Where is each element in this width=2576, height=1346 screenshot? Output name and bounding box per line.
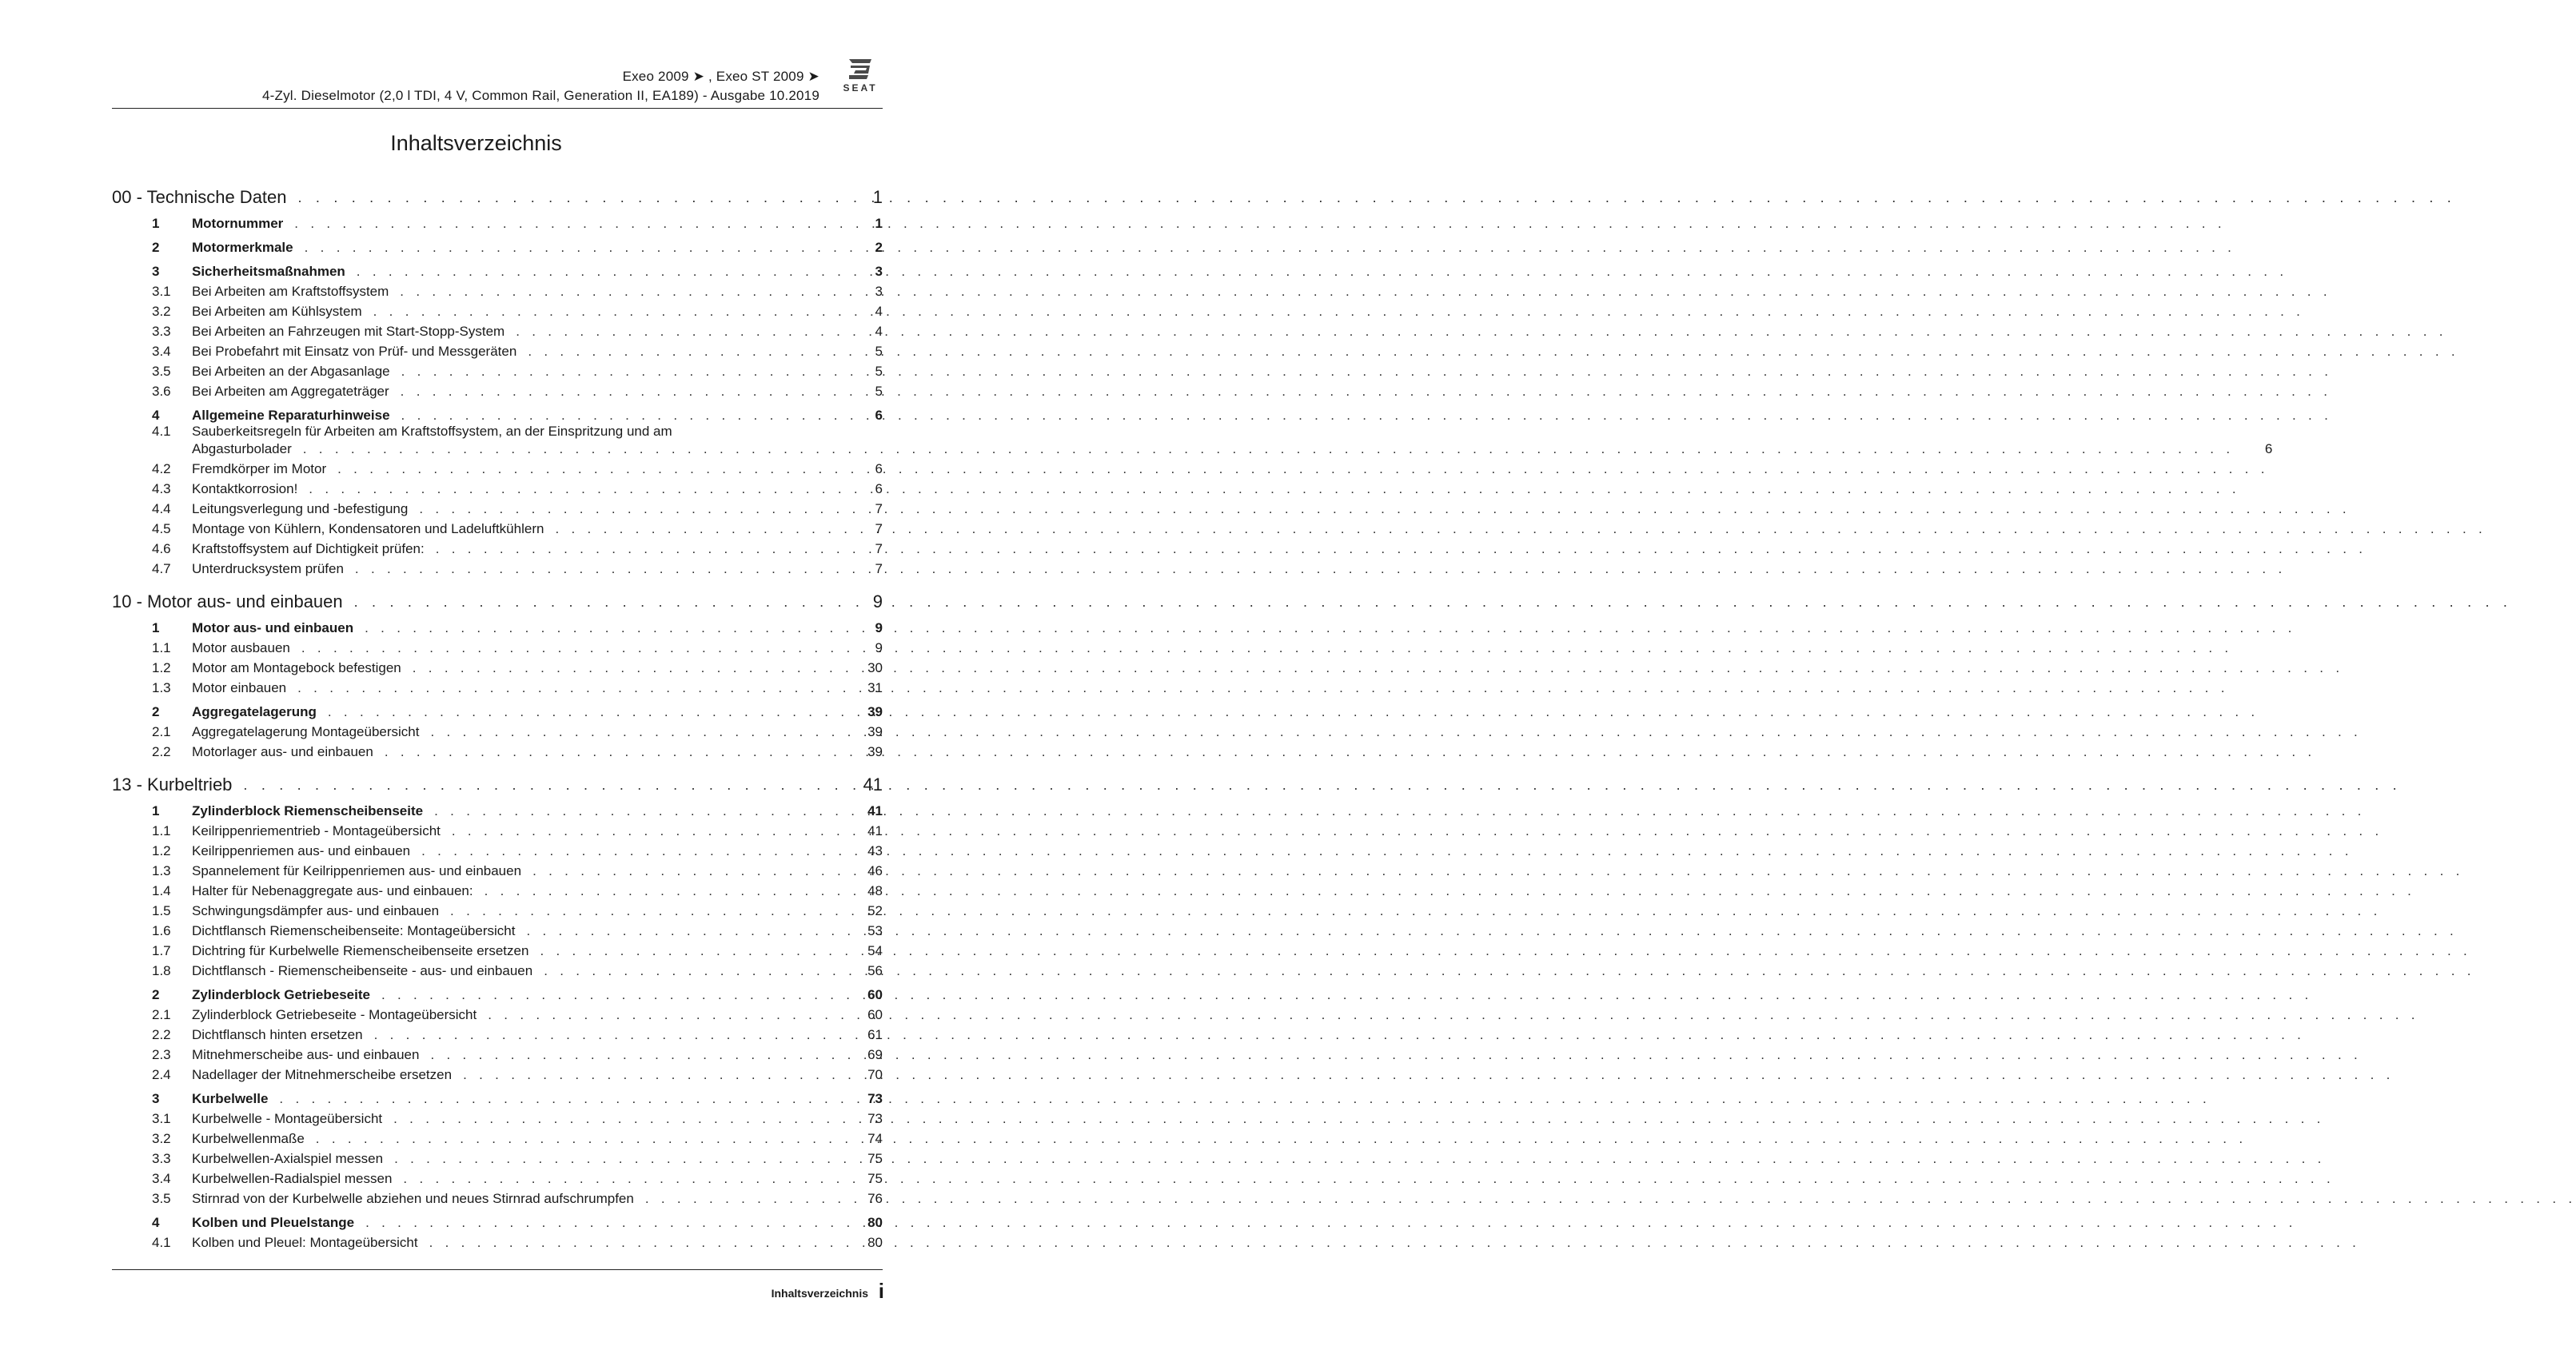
toc-title: Aggregatelagerung Montageübersicht bbox=[192, 724, 420, 739]
toc-chapter-title: 10 - Motor aus- und einbauen bbox=[112, 591, 343, 611]
toc-number: 1.7 bbox=[152, 943, 171, 958]
toc-page-number: 60 bbox=[867, 987, 883, 1002]
toc-number: 4 bbox=[152, 1215, 160, 1230]
header-models: Exeo 2009 ➤ , Exeo ST 2009 ➤ bbox=[622, 69, 819, 84]
toc-page-number: 7 bbox=[875, 501, 883, 516]
toc-subsection[interactable] bbox=[112, 1063, 883, 1083]
toc-section[interactable] bbox=[112, 1212, 883, 1231]
toc-subsection[interactable] bbox=[112, 557, 883, 577]
toc-page-number: 41 bbox=[863, 775, 883, 794]
toc-section[interactable] bbox=[112, 984, 883, 1003]
toc-subsection[interactable] bbox=[112, 1127, 883, 1147]
toc-leader-dots bbox=[450, 903, 844, 919]
toc-page-number: 61 bbox=[867, 1027, 883, 1042]
toc-number: 3.5 bbox=[152, 1191, 171, 1206]
toc-title: Bei Probefahrt mit Einsatz von Prüf- und Messgeräten bbox=[192, 344, 517, 359]
toc-page-number: 30 bbox=[867, 660, 883, 675]
toc-leader-dots bbox=[401, 408, 844, 424]
toc-number: 2 bbox=[152, 240, 160, 255]
toc-page-number: 73 bbox=[867, 1091, 883, 1106]
toc-page-number: 9 bbox=[875, 640, 883, 655]
toc-number: 2 bbox=[152, 704, 160, 719]
toc-page-number: 6 bbox=[875, 408, 883, 423]
toc-title: Bei Arbeiten am Kühlsystem bbox=[192, 304, 362, 319]
toc-chapter[interactable] bbox=[112, 588, 883, 612]
header-rule bbox=[112, 108, 883, 109]
toc-page-number: 39 bbox=[867, 704, 883, 719]
toc-page-number: 69 bbox=[867, 1047, 883, 1062]
toc-leader-dots bbox=[421, 843, 844, 859]
toc-page-number: 70 bbox=[867, 1067, 883, 1082]
toc-number: 1 bbox=[152, 216, 160, 231]
toc-subsection[interactable] bbox=[112, 676, 883, 696]
toc-page-number: 41 bbox=[867, 823, 883, 838]
toc-page-number: 5 bbox=[875, 364, 883, 379]
toc-subsection[interactable] bbox=[112, 497, 883, 517]
toc-number: 1.3 bbox=[152, 680, 171, 695]
toc-title: Dichtflansch hinten ersetzen bbox=[192, 1027, 363, 1042]
toc-leader-dots bbox=[419, 501, 844, 517]
toc-title: Schwingungsdämpfer aus- und einbauen bbox=[192, 903, 440, 918]
toc-page-number: 2 bbox=[875, 240, 883, 255]
toc-page-number: 39 bbox=[867, 724, 883, 739]
toc-section[interactable] bbox=[112, 617, 883, 636]
toc-page-number: 31 bbox=[867, 680, 883, 695]
toc-number: 4.1 bbox=[152, 424, 171, 439]
toc-title: Motornummer bbox=[192, 216, 284, 231]
toc-number: 4.1 bbox=[152, 1235, 171, 1250]
toc-leader-dots bbox=[555, 521, 844, 537]
toc-subsection[interactable] bbox=[112, 1187, 883, 1207]
toc-leader-dots bbox=[430, 724, 844, 740]
toc-page-number: 73 bbox=[867, 1111, 883, 1126]
toc-subsection[interactable] bbox=[112, 939, 883, 959]
toc-leader-dots bbox=[544, 963, 844, 979]
toc-page-number: 6 bbox=[875, 481, 883, 496]
toc-title: Montage von Kühlern, Kondensatoren und Ladeluftkühlern bbox=[192, 521, 544, 536]
toc-title: Kurbelwellenmaße bbox=[192, 1131, 305, 1146]
toc-page-number: 7 bbox=[875, 561, 883, 576]
toc-leader-dots bbox=[516, 324, 844, 340]
toc-title: Kurbelwellen-Radialspiel messen bbox=[192, 1171, 393, 1186]
toc-number: 4 bbox=[152, 408, 160, 423]
toc-number: 4.3 bbox=[152, 481, 171, 496]
toc-number: 1.1 bbox=[152, 823, 171, 838]
toc-page-number: 75 bbox=[867, 1171, 883, 1186]
toc-page-number: 52 bbox=[867, 903, 883, 918]
toc-chapter-title: 00 - Technische Daten bbox=[112, 187, 287, 207]
toc-page-number: 4 bbox=[875, 324, 883, 339]
toc-leader-dots bbox=[484, 883, 844, 899]
toc-subsection[interactable] bbox=[112, 1003, 883, 1023]
toc-page-number: 3 bbox=[875, 264, 883, 279]
toc-section[interactable] bbox=[112, 237, 883, 256]
toc-number: 2.1 bbox=[152, 1007, 171, 1022]
toc-leader-dots bbox=[429, 1235, 844, 1251]
toc-page-number: 48 bbox=[867, 883, 883, 898]
toc-leader-dots bbox=[297, 680, 844, 696]
toc-leader-dots bbox=[394, 1151, 844, 1167]
toc-number: 3.2 bbox=[152, 1131, 171, 1146]
toc-subsection[interactable] bbox=[112, 340, 883, 360]
toc-leader-dots bbox=[354, 594, 844, 612]
toc-title: Kurbelwelle bbox=[192, 1091, 269, 1106]
toc-title: Bei Arbeiten an der Abgasanlage bbox=[192, 364, 390, 379]
toc-subsection[interactable] bbox=[112, 1147, 883, 1167]
toc-number: 2.2 bbox=[152, 1027, 171, 1042]
toc-number: 1 bbox=[152, 620, 160, 635]
toc-page-number: 39 bbox=[867, 744, 883, 759]
toc-number: 1.8 bbox=[152, 963, 171, 978]
toc-number: 2.3 bbox=[152, 1047, 171, 1062]
toc-subsection[interactable] bbox=[112, 656, 883, 676]
toc-title: Spannelement für Keilrippenriemen aus- und einbauen bbox=[192, 863, 522, 878]
toc-page-number: 5 bbox=[875, 344, 883, 359]
toc-number: 1.3 bbox=[152, 863, 171, 878]
toc-leader-dots bbox=[303, 441, 2235, 457]
toc-title: Mitnehmerscheibe aus- und einbauen bbox=[192, 1047, 420, 1062]
toc-page-number: 53 bbox=[867, 923, 883, 938]
toc-subsection[interactable] bbox=[112, 740, 883, 760]
toc-leader-dots bbox=[381, 987, 844, 1003]
toc-leader-dots bbox=[532, 863, 844, 879]
toc-title: Sicherheitsmaßnahmen bbox=[192, 264, 345, 279]
toc-number: 3.3 bbox=[152, 324, 171, 339]
toc-title: Leitungsverlegung und -befestigung bbox=[192, 501, 409, 516]
brand-wordmark: SEAT bbox=[843, 82, 878, 94]
toc-title: Motormerkmale bbox=[192, 240, 293, 255]
footer-page-number: i bbox=[878, 1279, 884, 1303]
toc-page-number: 46 bbox=[867, 863, 883, 878]
toc-subsection[interactable] bbox=[112, 300, 883, 320]
toc-leader-dots bbox=[301, 640, 844, 656]
toc-page-number: 6 bbox=[875, 461, 883, 476]
toc-page-number: 41 bbox=[867, 803, 883, 818]
toc-section[interactable] bbox=[112, 261, 883, 280]
toc-page-number: 5 bbox=[875, 384, 883, 399]
toc-page-number: 7 bbox=[875, 541, 883, 556]
toc-number: 4.4 bbox=[152, 501, 171, 516]
toc-page-number: 4 bbox=[875, 304, 883, 319]
toc-leader-dots bbox=[434, 803, 844, 819]
toc-subsection[interactable] bbox=[112, 720, 883, 740]
toc-number: 1.5 bbox=[152, 903, 171, 918]
toc-subsection[interactable] bbox=[112, 477, 883, 497]
toc-chapter[interactable] bbox=[112, 771, 883, 795]
toc-subsection[interactable] bbox=[112, 320, 883, 340]
toc-title: Motor ausbauen bbox=[192, 640, 290, 655]
toc-page-number: 80 bbox=[867, 1215, 883, 1230]
toc-page-number: 1 bbox=[872, 187, 883, 207]
toc-title: Motor einbauen bbox=[192, 680, 287, 695]
toc-section[interactable] bbox=[112, 213, 883, 232]
toc-leader-dots bbox=[436, 541, 844, 557]
toc-leader-dots bbox=[294, 216, 844, 232]
toc-page-number: 43 bbox=[867, 843, 883, 858]
toc-number: 2.2 bbox=[152, 744, 171, 759]
toc-number: 3.3 bbox=[152, 1151, 171, 1166]
toc-title: Kontaktkorrosion! bbox=[192, 481, 298, 496]
toc-leader-dots bbox=[365, 1215, 844, 1231]
toc-title: Dichtring für Kurbelwelle Riemenscheibenseite ersetzen bbox=[192, 943, 529, 958]
toc-number: 2.4 bbox=[152, 1067, 171, 1082]
toc-page-number: 9 bbox=[875, 620, 883, 635]
toc-page-number: 75 bbox=[867, 1151, 883, 1166]
toc-number: 1.1 bbox=[152, 640, 171, 655]
footer-rule bbox=[112, 1269, 883, 1270]
toc-leader-dots bbox=[385, 744, 844, 760]
toc-subsection[interactable] bbox=[112, 636, 883, 656]
toc-page-number: 80 bbox=[867, 1235, 883, 1250]
toc-number: 3.5 bbox=[152, 364, 171, 379]
toc-page-number: 9 bbox=[872, 591, 883, 611]
toc-leader-dots bbox=[401, 384, 844, 400]
toc-leader-dots bbox=[305, 240, 844, 256]
seat-logo-icon bbox=[838, 58, 883, 96]
toc-title: Kolben und Pleuel: Montageübersicht bbox=[192, 1235, 418, 1250]
toc-number: 1.2 bbox=[152, 660, 171, 675]
toc-subsection[interactable] bbox=[112, 1231, 883, 1251]
toc-leader-dots bbox=[393, 1111, 844, 1127]
toc-number: 3 bbox=[152, 264, 160, 279]
toc-number: 1.4 bbox=[152, 883, 171, 898]
toc-number: 3.1 bbox=[152, 1111, 171, 1126]
toc-title: Bei Arbeiten an Fahrzeugen mit Start-Stopp-System bbox=[192, 324, 505, 339]
toc-title: Aggregatelagerung bbox=[192, 704, 317, 719]
toc-number: 1 bbox=[152, 803, 160, 818]
toc-number: 1.2 bbox=[152, 843, 171, 858]
toc-page-number: 76 bbox=[867, 1191, 883, 1206]
toc-page-number: 1 bbox=[875, 216, 883, 231]
page-header bbox=[112, 69, 883, 109]
toc-title: Keilrippenriementrieb - Montageübersicht bbox=[192, 823, 441, 838]
toc-title: Keilrippenriemen aus- und einbauen bbox=[192, 843, 411, 858]
toc-subsection[interactable] bbox=[112, 879, 883, 899]
table-of-contents bbox=[112, 184, 2273, 1251]
toc-leader-dots bbox=[298, 189, 844, 208]
toc-section[interactable] bbox=[112, 1088, 883, 1107]
toc-leader-dots bbox=[452, 823, 844, 839]
toc-title: Zylinderblock Getriebeseite - Montageübersicht bbox=[192, 1007, 477, 1022]
toc-title: Bei Arbeiten am Kraftstoffsystem bbox=[192, 284, 389, 299]
toc-page-number: 74 bbox=[867, 1131, 883, 1146]
toc-title: Dichtflansch - Riemenscheibenseite - aus- und einbauen bbox=[192, 963, 533, 978]
toc-title: Dichtflansch Riemenscheibenseite: Montageübersicht bbox=[192, 923, 516, 938]
toc-title: Halter für Nebenaggregate aus- und einbauen: bbox=[192, 883, 473, 898]
toc-number: 1.6 bbox=[152, 923, 171, 938]
toc-number: 4.6 bbox=[152, 541, 171, 556]
toc-page-number: 3 bbox=[875, 284, 883, 299]
toc-leader-dots bbox=[645, 1191, 844, 1207]
toc-title: Zylinderblock Getriebeseite bbox=[192, 987, 370, 1002]
toc-subsection[interactable] bbox=[112, 360, 883, 380]
toc-leader-dots bbox=[430, 1047, 844, 1063]
toc-title: Bei Arbeiten am Aggregateträger bbox=[192, 384, 389, 399]
toc-number: 2.1 bbox=[152, 724, 171, 739]
toc-title: Zylinderblock Riemenscheibenseite bbox=[192, 803, 424, 818]
toc-title: Motor aus- und einbauen bbox=[192, 620, 354, 635]
toc-leader-dots bbox=[526, 923, 844, 939]
toc-subsection[interactable] bbox=[112, 919, 883, 939]
toc-leader-dots bbox=[401, 364, 844, 380]
toc-title: Kurbelwelle - Montageübersicht bbox=[192, 1111, 383, 1126]
toc-number: 4.7 bbox=[152, 561, 171, 576]
toc-leader-dots bbox=[243, 777, 844, 795]
toc-number: 3.4 bbox=[152, 344, 171, 359]
toc-subsection[interactable] bbox=[112, 380, 883, 400]
toc-subsection[interactable] bbox=[112, 457, 883, 477]
toc-title: Allgemeine Reparaturhinweise bbox=[192, 408, 390, 423]
toc-subsection[interactable] bbox=[112, 1167, 883, 1187]
toc-title-continued: Abgasturbolader bbox=[192, 441, 292, 456]
toc-leader-dots bbox=[337, 461, 844, 477]
toc-subsection[interactable] bbox=[112, 899, 883, 919]
toc-page-number: 60 bbox=[867, 1007, 883, 1022]
toc-leader-dots bbox=[309, 481, 844, 497]
toc-page-number: 7 bbox=[875, 521, 883, 536]
toc-section[interactable] bbox=[112, 701, 883, 720]
page-title: Inhaltsverzeichnis bbox=[390, 131, 562, 155]
toc-leader-dots bbox=[413, 660, 844, 676]
toc-subsection[interactable] bbox=[112, 1107, 883, 1127]
toc-page-number: 6 bbox=[2264, 441, 2273, 456]
toc-number: 3.4 bbox=[152, 1171, 171, 1186]
toc-leader-dots bbox=[357, 264, 844, 280]
toc-leader-dots bbox=[403, 1171, 844, 1187]
toc-subsection[interactable] bbox=[112, 959, 883, 979]
toc-leader-dots bbox=[528, 344, 844, 360]
toc-title: Kolben und Pleuelstange bbox=[192, 1215, 355, 1230]
toc-page-number: 56 bbox=[867, 963, 883, 978]
toc-chapter-title: 13 - Kurbeltrieb bbox=[112, 775, 233, 794]
toc-number: 3.2 bbox=[152, 304, 171, 319]
toc-leader-dots bbox=[328, 704, 844, 720]
toc-leader-dots bbox=[463, 1067, 844, 1083]
toc-leader-dots bbox=[374, 1027, 844, 1043]
toc-title: Motorlager aus- und einbauen bbox=[192, 744, 373, 759]
toc-leader-dots bbox=[355, 561, 844, 577]
toc-leader-dots bbox=[365, 620, 844, 636]
toc-subsection[interactable] bbox=[112, 819, 883, 839]
toc-title: Sauberkeitsregeln für Arbeiten am Kraftstoffsystem, an der Einspritzung und am bbox=[192, 424, 672, 439]
toc-number: 3.6 bbox=[152, 384, 171, 399]
toc-leader-dots bbox=[279, 1091, 844, 1107]
toc-subsection[interactable] bbox=[112, 1023, 883, 1043]
toc-title: Kurbelwellen-Axialspiel messen bbox=[192, 1151, 384, 1166]
toc-subsection[interactable] bbox=[112, 517, 883, 537]
toc-title: Stirnrad von der Kurbelwelle abziehen und neues Stirnrad aufschrumpfen bbox=[192, 1191, 634, 1206]
toc-leader-dots bbox=[488, 1007, 844, 1023]
toc-chapter[interactable] bbox=[112, 184, 883, 208]
toc-number: 3 bbox=[152, 1091, 160, 1106]
header-engine: 4-Zyl. Dieselmotor (2,0 l TDI, 4 V, Common Rail, Generation II, EA189) - Ausgabe 10.2019 bbox=[262, 88, 819, 103]
toc-title: Nadellager der Mitnehmerscheibe ersetzen bbox=[192, 1067, 453, 1082]
toc-title: Motor am Montagebock befestigen bbox=[192, 660, 401, 675]
toc-subsection[interactable] bbox=[112, 280, 883, 300]
toc-page-number: 54 bbox=[867, 943, 883, 958]
toc-subsection[interactable] bbox=[112, 859, 883, 879]
toc-title: Fremdkörper im Motor bbox=[192, 461, 327, 476]
toc-leader-dots bbox=[373, 304, 844, 320]
toc-title: Unterdrucksystem prüfen bbox=[192, 561, 344, 576]
toc-leader-dots bbox=[316, 1131, 844, 1147]
toc-leader-dots bbox=[400, 284, 844, 300]
toc-number: 2 bbox=[152, 987, 160, 1002]
toc-number: 4.5 bbox=[152, 521, 171, 536]
toc-section[interactable] bbox=[112, 404, 883, 424]
toc-subsection[interactable] bbox=[112, 537, 883, 557]
toc-subsection[interactable] bbox=[112, 1043, 883, 1063]
toc-title: Kraftstoffsystem auf Dichtigkeit prüfen: bbox=[192, 541, 425, 556]
toc-number: 3.1 bbox=[152, 284, 171, 299]
toc-leader-dots bbox=[540, 943, 844, 959]
toc-number: 4.2 bbox=[152, 461, 171, 476]
toc-subsection[interactable] bbox=[112, 839, 883, 859]
footer-label: Inhaltsverzeichnis bbox=[771, 1287, 868, 1300]
toc-section[interactable] bbox=[112, 800, 883, 819]
toc-subsection[interactable] bbox=[112, 424, 2273, 457]
